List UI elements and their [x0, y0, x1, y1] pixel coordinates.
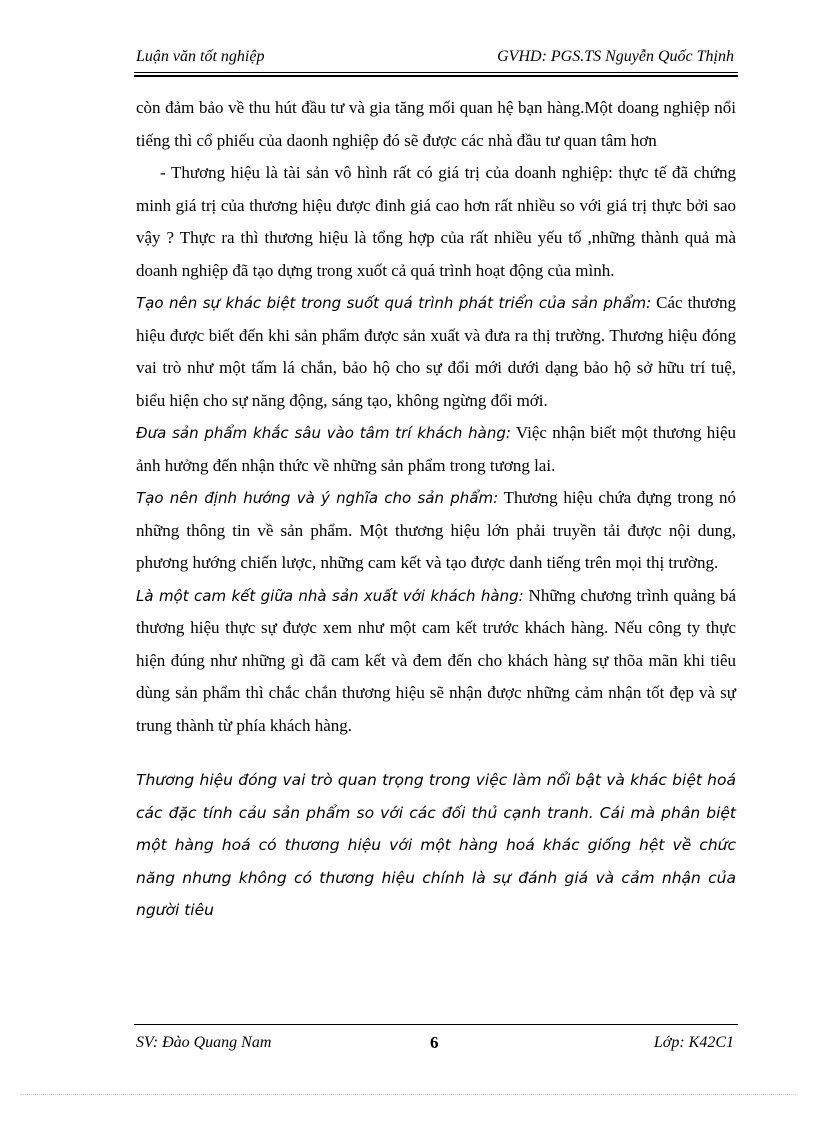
paragraph-intangible-asset: - Thương hiệu là tài sản vô hình rất có giá trị của doanh nghiệp: thực tế đã chứng minh giá trị của thương hiệu được đinh giá cao hơn rất nhiều so với giá trị thực bởi sao vậy ? Thực ra thì thương hiệu là tổng hợp của rất nhiều yếu tố ,những thành quả mà doanh nghiệp đã tạo dựng trong xuốt cả quá trình hoạt động của mình. [136, 163, 736, 280]
page-number: 6 [430, 1033, 439, 1052]
paragraph-customer-mind [136, 417, 736, 482]
paragraph-orientation [136, 482, 736, 580]
paragraph-lead: Đưa sản phẩm khắc sâu vào tâm trí khách hàng: [136, 424, 511, 442]
paragraph-commitment [136, 580, 736, 743]
header-rule [134, 72, 738, 73]
header-rule-thick [134, 75, 738, 77]
paragraph-lead: Tạo nên định hướng và ý nghĩa cho sản phẩm: [136, 489, 499, 507]
paragraph-differentiation [136, 287, 736, 417]
paragraph-investment: còn đảm bảo về thu hút đầu tư và gia tăng mối quan hệ bạn hàng.Một doang nghiệp nổi tiếng thì cổ phiếu của daonh nghiệp đó sẽ được các nhà đầu tư quan tâm hơn [136, 98, 736, 150]
header-advisor: GVHD: PGS.TS Nguyễn Quốc Thịnh [497, 48, 734, 65]
footer-class: Lớp: K42C1 [653, 1034, 734, 1051]
paragraph-text: Các thương hiệu được biết đến khi sản phẩm được sản xuất và đưa ra thị trường. Thương hiệu đóng vai trò như một tấm lá chắn, bảo hộ cho sự đổi mới dưới dạng bảo hộ sở hữu trí tuệ, biểu hiện cho sự năng động, sáng tạo, không ngừng đổi mới. [136, 293, 736, 410]
page-header [134, 44, 738, 70]
paragraph-closing: Thương hiệu đóng vai trò quan trọng trong việc làm nổi bật và khác biệt hoá các đặc tính cảu sản phẩm so với các đối thủ cạnh tranh. Cái mà phân biệt một hàng hoá có thương hiệu với một hàng hoá khác giống hệt về chức năng nhưng không có thương hiệu chính là sự đánh giá và cảm nhận của người tiêu [136, 771, 736, 919]
paragraph-text: Những chương trình quảng bá thương hiệu thực sự được xem như một cam kết trước khách hàng. Nếu công ty thực hiện đúng như những gì đã cam kết và đem đến cho khách hàng sự thõa mãn khi tiêu dùng sản phẩm thì chắc chắn thương hiệu sẽ nhận được những cảm nhận tốt đẹp và sự trung thành từ phía khách hàng. [136, 585, 736, 735]
paragraph-text: Việc nhận biết một thương hiệu ảnh hưởng đến nhận thức về những sản phẩm trong tương lai. [136, 423, 736, 475]
footer-rule [134, 1024, 738, 1025]
paragraph-lead: Tạo nên sự khác biệt trong suốt quá trình phát triển của sản phẩm: [136, 294, 652, 312]
header-thesis-title: Luận văn tốt nghiệp [136, 48, 265, 65]
page-bottom-border [20, 1094, 796, 1095]
paragraph-lead: Là một cam kết giữa nhà sản xuất với khách hàng: [136, 586, 524, 605]
footer-student: SV: Đào Quang Nam [136, 1034, 272, 1051]
paragraph-text: Thương hiệu chứa đựng trong nó những thông tin về sản phẩm. Một thương hiệu lớn phải truyền tải được nội dung, phương hướng chiến lược, những cam kết và tạo được danh tiếng trên mọi thị trường. [136, 488, 736, 572]
body-text [136, 92, 736, 942]
page-footer [134, 1030, 738, 1056]
